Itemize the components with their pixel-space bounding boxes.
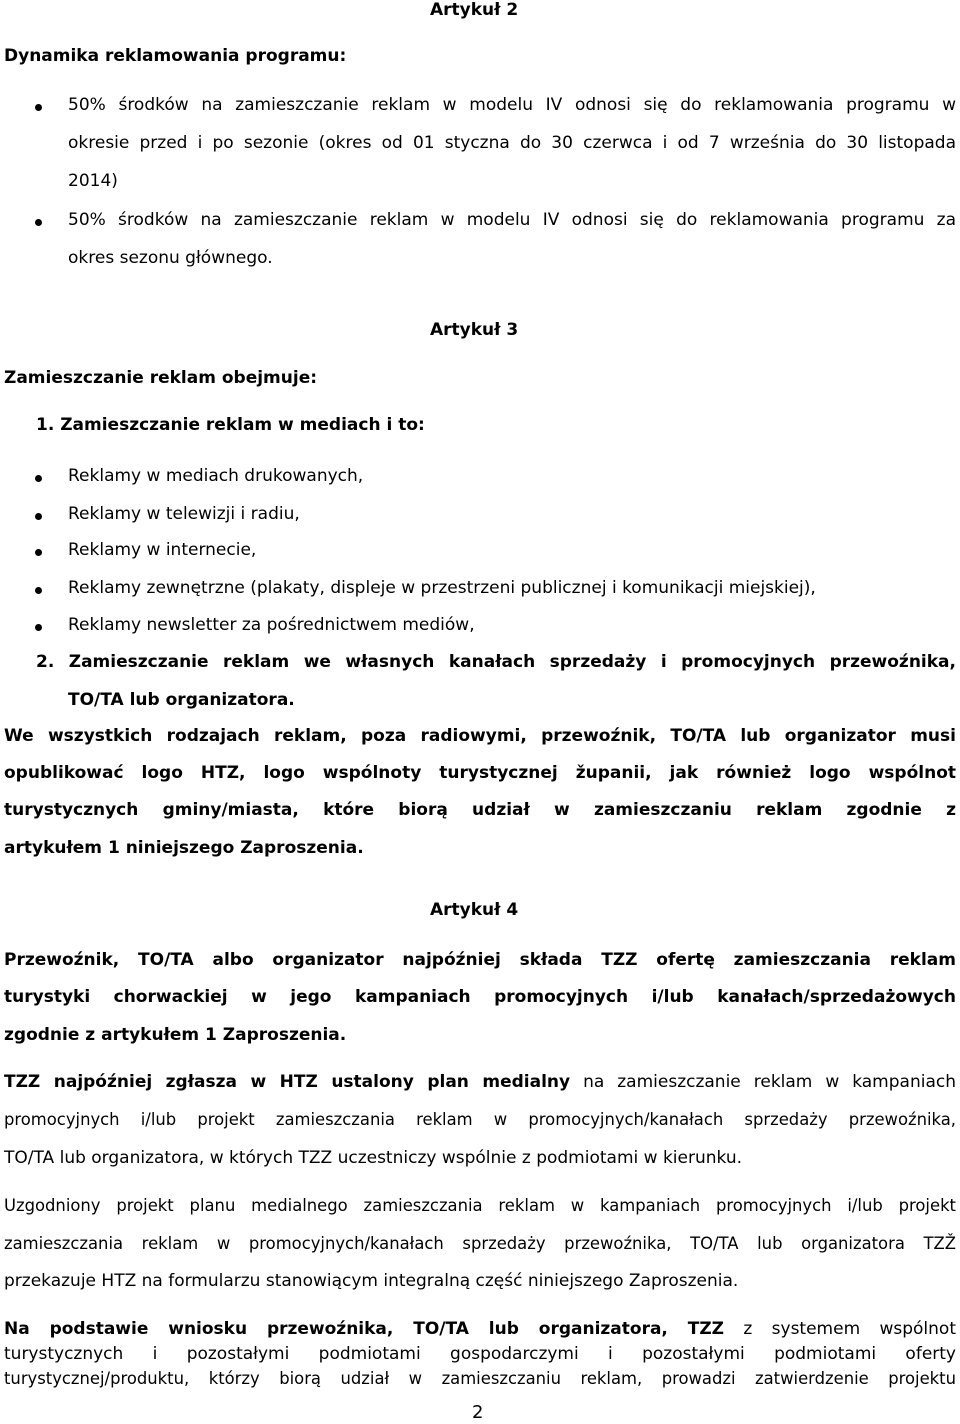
paragraph-line: Uzgodniony projekt planu medialnego zamieszczania reklam w kampaniach promocyjnych i/lub projekt	[4, 1196, 956, 1215]
list-item-line: 2014)	[68, 171, 118, 191]
paragraph-line: promocyjnych i/lub projekt zamieszczania reklam w promocyjnych/kanałach sprzedaży przewoźnika,	[4, 1110, 956, 1129]
paragraph-line: turystyki chorwackiej w jego kampaniach promocyjnych i/lub kanałach/sprzedażowych	[4, 987, 956, 1007]
paragraph-line	[4, 1072, 956, 1092]
article-2-heading: Artykuł 2	[430, 0, 519, 20]
bullet-icon	[35, 475, 42, 482]
paragraph-line: turystycznych i pozostałymi podmiotami gospodarczymi i pozostałymi podmiotami oferty	[4, 1344, 956, 1364]
list-item-text: Reklamy w mediach drukowanych,	[68, 466, 364, 486]
list-item-line: 50% środków na zamieszczanie reklam w modelu IV odnosi się do reklamowania programu w	[68, 95, 956, 115]
list-item-text: Reklamy newsletter za pośrednictwem mediów,	[68, 615, 475, 635]
list-item-line: okres sezonu głównego.	[68, 248, 273, 268]
paragraph-bold-lead: TZZ najpóźniej zgłasza w HTZ ustalony plan medialny	[4, 1072, 571, 1092]
paragraph-line: zamieszczania reklam w promocyjnych/kanałach sprzedaży przewoźnika, TO/TA lub organizatora TZŽ	[4, 1234, 956, 1253]
paragraph-line	[4, 1319, 956, 1339]
article-3-item-1: 1. Zamieszczanie reklam w mediach i to:	[36, 415, 425, 435]
article-3-item-2-cont: TO/TA lub organizatora.	[68, 690, 295, 710]
article-4-heading: Artykuł 4	[430, 900, 519, 920]
list-item-text: Reklamy w internecie,	[68, 540, 257, 560]
list-item-text: Reklamy zewnętrzne (plakaty, displeje w przestrzeni publicznej i komunikacji miejskiej),	[68, 578, 816, 598]
paragraph-line: przekazuje HTZ na formularzu stanowiącym integralną część niniejszego Zaproszenia.	[4, 1271, 739, 1291]
article-3-title: Zamieszczanie reklam obejmuje:	[4, 368, 318, 388]
list-item-line: okresie przed i po sezonie (okres od 01 styczna do 30 czerwca i od 7 września do 30 listopada	[68, 133, 956, 153]
paragraph-bold-lead: Na podstawie wniosku przewoźnika, TO/TA lub organizatora, TZZ	[4, 1319, 725, 1339]
paragraph-line: turystycznej/produktu, którzy biorą udział w zamieszczaniu reklam, prowadzi zatwierdzenie projektu	[4, 1369, 956, 1388]
bullet-icon	[35, 513, 42, 520]
bullet-icon	[35, 624, 42, 631]
bullet-icon	[35, 219, 42, 226]
paragraph-line: Przewoźnik, TO/TA albo organizator najpóźniej składa TZZ ofertę zamieszczania reklam	[4, 950, 956, 970]
list-item-line: 50% środków na zamieszczanie reklam w modelu IV odnosi się do reklamowania programu za	[68, 210, 956, 230]
paragraph-text: na zamieszczanie reklam w kampaniach	[570, 1072, 956, 1092]
paragraph-line: zgodnie z artykułem 1 Zaproszenia.	[4, 1025, 347, 1045]
paragraph-line: We wszystkich rodzajach reklam, poza radiowymi, przewoźnik, TO/TA lub organizator musi	[4, 726, 956, 746]
paragraph-line: opublikować logo HTZ, logo wspólnoty turystycznej županii, jak również logo wspólnot	[4, 763, 956, 783]
paragraph-line: TO/TA lub organizatora, w których TZZ uczestniczy wspólnie z podmiotami w kierunku.	[4, 1148, 743, 1168]
article-2-title: Dynamika reklamowania programu:	[4, 46, 347, 66]
page-number: 2	[472, 1402, 484, 1423]
bullet-icon	[35, 549, 42, 556]
bullet-icon	[35, 104, 42, 111]
paragraph-line: turystycznych gminy/miasta, które biorą udział w zamieszczaniu reklam zgodnie z	[4, 800, 956, 820]
bullet-icon	[35, 587, 42, 594]
paragraph-line: artykułem 1 niniejszego Zaproszenia.	[4, 838, 364, 858]
paragraph-text: z systemem wspólnot	[724, 1319, 956, 1339]
list-item-text: Reklamy w telewizji i radiu,	[68, 504, 300, 524]
article-3-heading: Artykuł 3	[430, 320, 519, 340]
article-3-item-2: 2. Zamieszczanie reklam we własnych kanałach sprzedaży i promocyjnych przewoźnika,	[36, 652, 956, 672]
